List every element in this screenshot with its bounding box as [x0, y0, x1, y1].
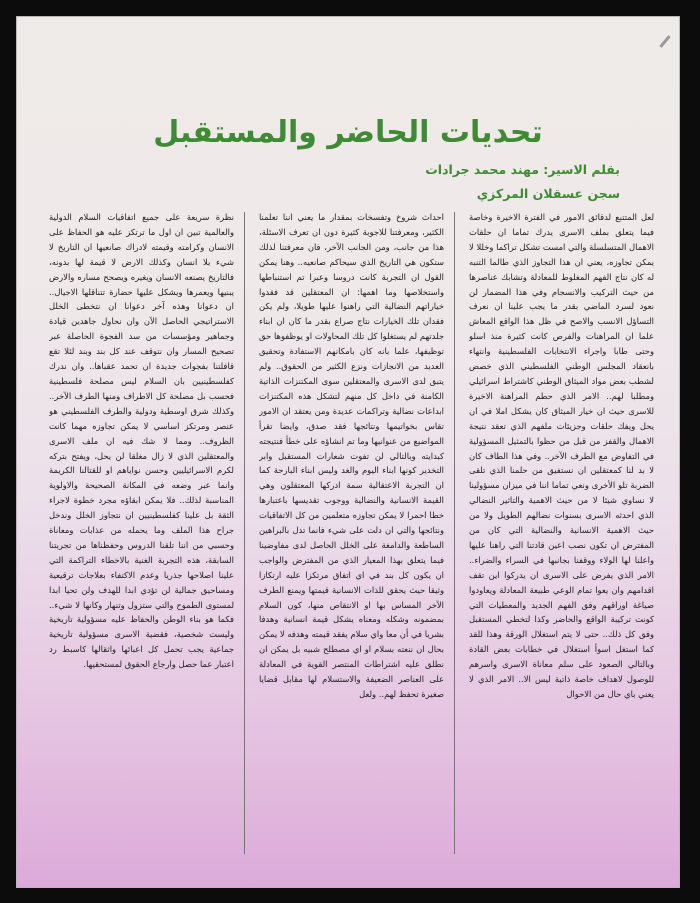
staple-mark: [659, 35, 670, 48]
column-divider: [244, 212, 245, 854]
author-byline: بقلم الاسير: مهند محمد جرادات: [425, 162, 620, 177]
column-3-text: نظرة سريعة على جميع اتفاقيات السلام الدولية والعالمية تبين ان اول ما ترتكز عليه هو الحفاظ على الانسان وكرامته وقيمته لادراك صانعيها ان التاريخ لا شيء بلا انسان وكذلك الارض لا قيمة لها بدونه، فالتاريخ يصنعه الانسان ويغيره ويصحح مساره والارض يبنيها ويعمرها ويشكل عليها حضارة تتناقلها الاجيال.. ان دعوانا وهذه آخر دعوانا ان نتخطى الخلل الاستراتيجي الحاصل الآن وان نحاول جاهدين قيادة وجماهير ومؤسسات من سد الفجوة الحاصلة عبر تصحيح المسار وان نتوقف عند كل بند وبند لئلا تقع قافلتنا بفجوات جديدة ان تحمد عقباها.. وان ندرك كفلسطينيين بان السلام ليس مصلحة فلسطينية فحسب بل مصلحة كل الاطراف ومنها الطرف الآخر.. وكذلك شرق اوسطية ودولية والطرف الفلسطيني هو عنصر ومرتكز اساسي لا يمكن تجاوزه مهما كانت الظروف.. ومما لا شك فيه ان ملف الاسرى والمعتقلين الذي لا زال مغلقا لن يحل، ويفتح بتركه لكرم الاسرائيليين وحسن نواياهم او للقتالنا الكريمة وانما عبر وضعه في المكانة الصحيحة والاولوية المناسبة لذلك.. فلا يمكن ابقاؤه مجرد خطوة لاجراء الثقة بل علينا كفلسطينيين ان نتجاوز الخلل وندخل جراح هذا الملف وما يحمله من عذابات ومعاناة وحسبي من اننا تلقنا الدروس وحفظناها من تجربتنا السابقة، هذه التجربة الغنية بالاخطاء التراكمة التي علينا اصلاحها جذريا وعدم الاكتفاء بعلاجات ترقيعية ومساحيق جمالية لن تؤدي ابدا للهدف ولن تحيا ابدا لمستوى الطموح والتي ستزول وتنهار وكانها لا شيء.. فكما هو بناء الوطن والحفاظ عليه مسؤولية تاريخية وليست شخصية، فقضية الاسرى مسؤولية تاريخية جماعية يجب تحمل كل اعبائها واثقالها كاسبط رد اعتبار عما حصل وارجاع الحقوق لمستحقيها.: [49, 212, 234, 670]
author-block: [425, 158, 620, 206]
column-2-text: احداث شروخ وتفسخات بمقدار ما يعني اننا تعلمنا الكثير، ومعرفتنا للاجوبة كثيرة دون ان تعرف الاسئلة، هذا من جانب، ومن الجانب الآخر، فان معرفتنا لذلك ستكون هي التاريخ الذي سيحاكم صانعيه.. وهنا يمكن القول ان التجربة كانت دروسا وعبرا تم استنباطها واستخلاصها وما اهمها: ان المعتقلين قد فقدوا خياراتهم النضالية التي راهنوا عليها طويلا، ولم يكن فقدان تلك الخيارات نتاج صراع بقدر ما كان ان ابناء جلدتهم لم يستغلوا كل تلك المحاولات او يوظفوها حق توظيفها، علما بانه كان بامكانهم الاستفادة وتحقيق العديد من الانجازات ونزع الكثير من الحقوق.. ولم يتبق لدى الاسرى والمعتقلين سوى المكتنزات الذاتية الكامنة في داخل كل منهم لتشكل هذه المكتنزات ابداعات نضالية وتراكمات عديدة ومن يعتقد ان الامور تقاس بخواتيمها ونتائجها فقد صدق، وايضا تقرأ المواضيع من عنوانيها وما تم انشاؤه على خطأ فنتيجته كبدايته وبالتالي لن تفوت شعارات المستقبل وابر التخدير كونها ابناء اليوم والغد وليس ابناء البارحة كما ان التجربة الاعتقالية سمة ادركها المعتقلون وهي القيمة الانسانية والنضالية ووجوب تقديسها باعتبارها خطا احمرا لا يمكن تجاوزه متعلمين من كل الاتفاقيات ونتائجها والتي ان دلت على شيء فانما تدل بالبراهين الساطعة والدامغة على الخلل الحاصل لدى مفاوضينا فيما يتعلق بهذا المعيار الذي من المفترض والواجب ان يكون كل بند في اي اتفاق مرتكزا عليه ارتكازا وثيقا حيث يحقق للذات الانسانية قيمتها ويمنع الطرف الآخر المساس بها او الانتقاص منها، كون السلام بمضمونه وشكله ومعناه يشكل قيمة انسانية وهدفا بشريا في أن معا واي سلام يفقد قيمته وهدفه لا يمكن بحال ان ننعته بسلام او اي مصطلح شبيه بل يمكن ان نطلق عليه اشتراطات المنتصر القوية في المعادلة على العناصر الضعيفة والاستسلام لها مقابل قضايا صغيرة تحفظ لهم.. ولعل: [259, 212, 444, 699]
article-title: تحديات الحاضر والمستقبل: [153, 115, 543, 150]
text-column-middle: [259, 210, 444, 862]
article-body: [42, 210, 654, 862]
magazine-page: [16, 16, 680, 888]
text-column-left: [49, 210, 234, 862]
column-1-text: لعل المتتبع لدقائق الامور في الفترة الاخيرة وخاصة فيما يتعلق بملف الاسرى يدرك تماما ان حلقات الاهمال المتسلسلة والتي امست تشكل تراكما وخللا لا يمكن تجاوزه، يعني ان هذا التجاوز الذي طالما التنبه له كان نتاج الفهم المغلوط للمعادلة وتشابك عناصرها من حيث التركيب والانسجام وفي هذا المضمار لن نعود لسرد الماضي بقدر ما يجب علينا ان نعرف التساؤل الانسب والاصح في ظل هذا الواقع المعاش علما ان المراهنات والفرص كانت كثيرة منذ اسلو وحتى طابا واجراء الانتخابات الفلسطينية وانتهاء بانعقاد المجلس الوطني الفلسطيني الذي خصص لشطب بعض مواد الميثاق الوطني كاشتراط اسرائيلي ومطلبا لهم.. الامر الذي حطم المراهنة الاخيرة للاسرى حيث ان خيار الميثاق كان يشكل املا في ان يحل ويفك حلقات وجزيئات ملفهم الذي تعقد نتيجة الاهمال والقفز من قبل من حظوا بالتمثيل المسؤولية في التفاوض مع الطرف الآخر.. وفي هذا الطاف كان لا بد لنا كمعتقلين ان نستفيق من حلمنا الذي تلقى الضربة تلو الأخرى ونعي تماما اننا في ميزان مسؤولينا لا نساوي شيئا لا من حيث الاهمية والتاثير النضالي الذي احدثه الاسرى بسنوات نضالهم الطويل ولا من حيث الاهمية الانسانية والنضالية التي كان من المفترض ان تكون نصب اعين قادتنا التي راهنا عليها واعلنا لها الولاء ووقفنا بجانبها في السراء والضراء.. الامر الذي يفرض على الاسرى ان يدركوا اين تقف اقدامهم وان يعوا تمام الوعي طبيعة المعادلة ويعاودوا صياغة اوراقهم وفق الفهم الجديد والمعطيات التي كونت تركيبة الواقع والحاضر وكذا لتخطي المستقبل وفق كل ذلك.. حتى لا يتم استغلال الورقة وهذا للقد كما استغل اسوأ استغلال في خطابات بعض القادة وبالتالي الصعود على سلم معاناة الاسرى واسرهم للوصول لاهداف خاصة ذاتية ليس الا.. الامر الذي لا يعني باي حال من الاحوال: [469, 212, 654, 699]
author-location: سجن عسقلان المركزي: [476, 186, 620, 201]
column-divider: [454, 212, 455, 854]
text-column-right: [469, 210, 654, 862]
